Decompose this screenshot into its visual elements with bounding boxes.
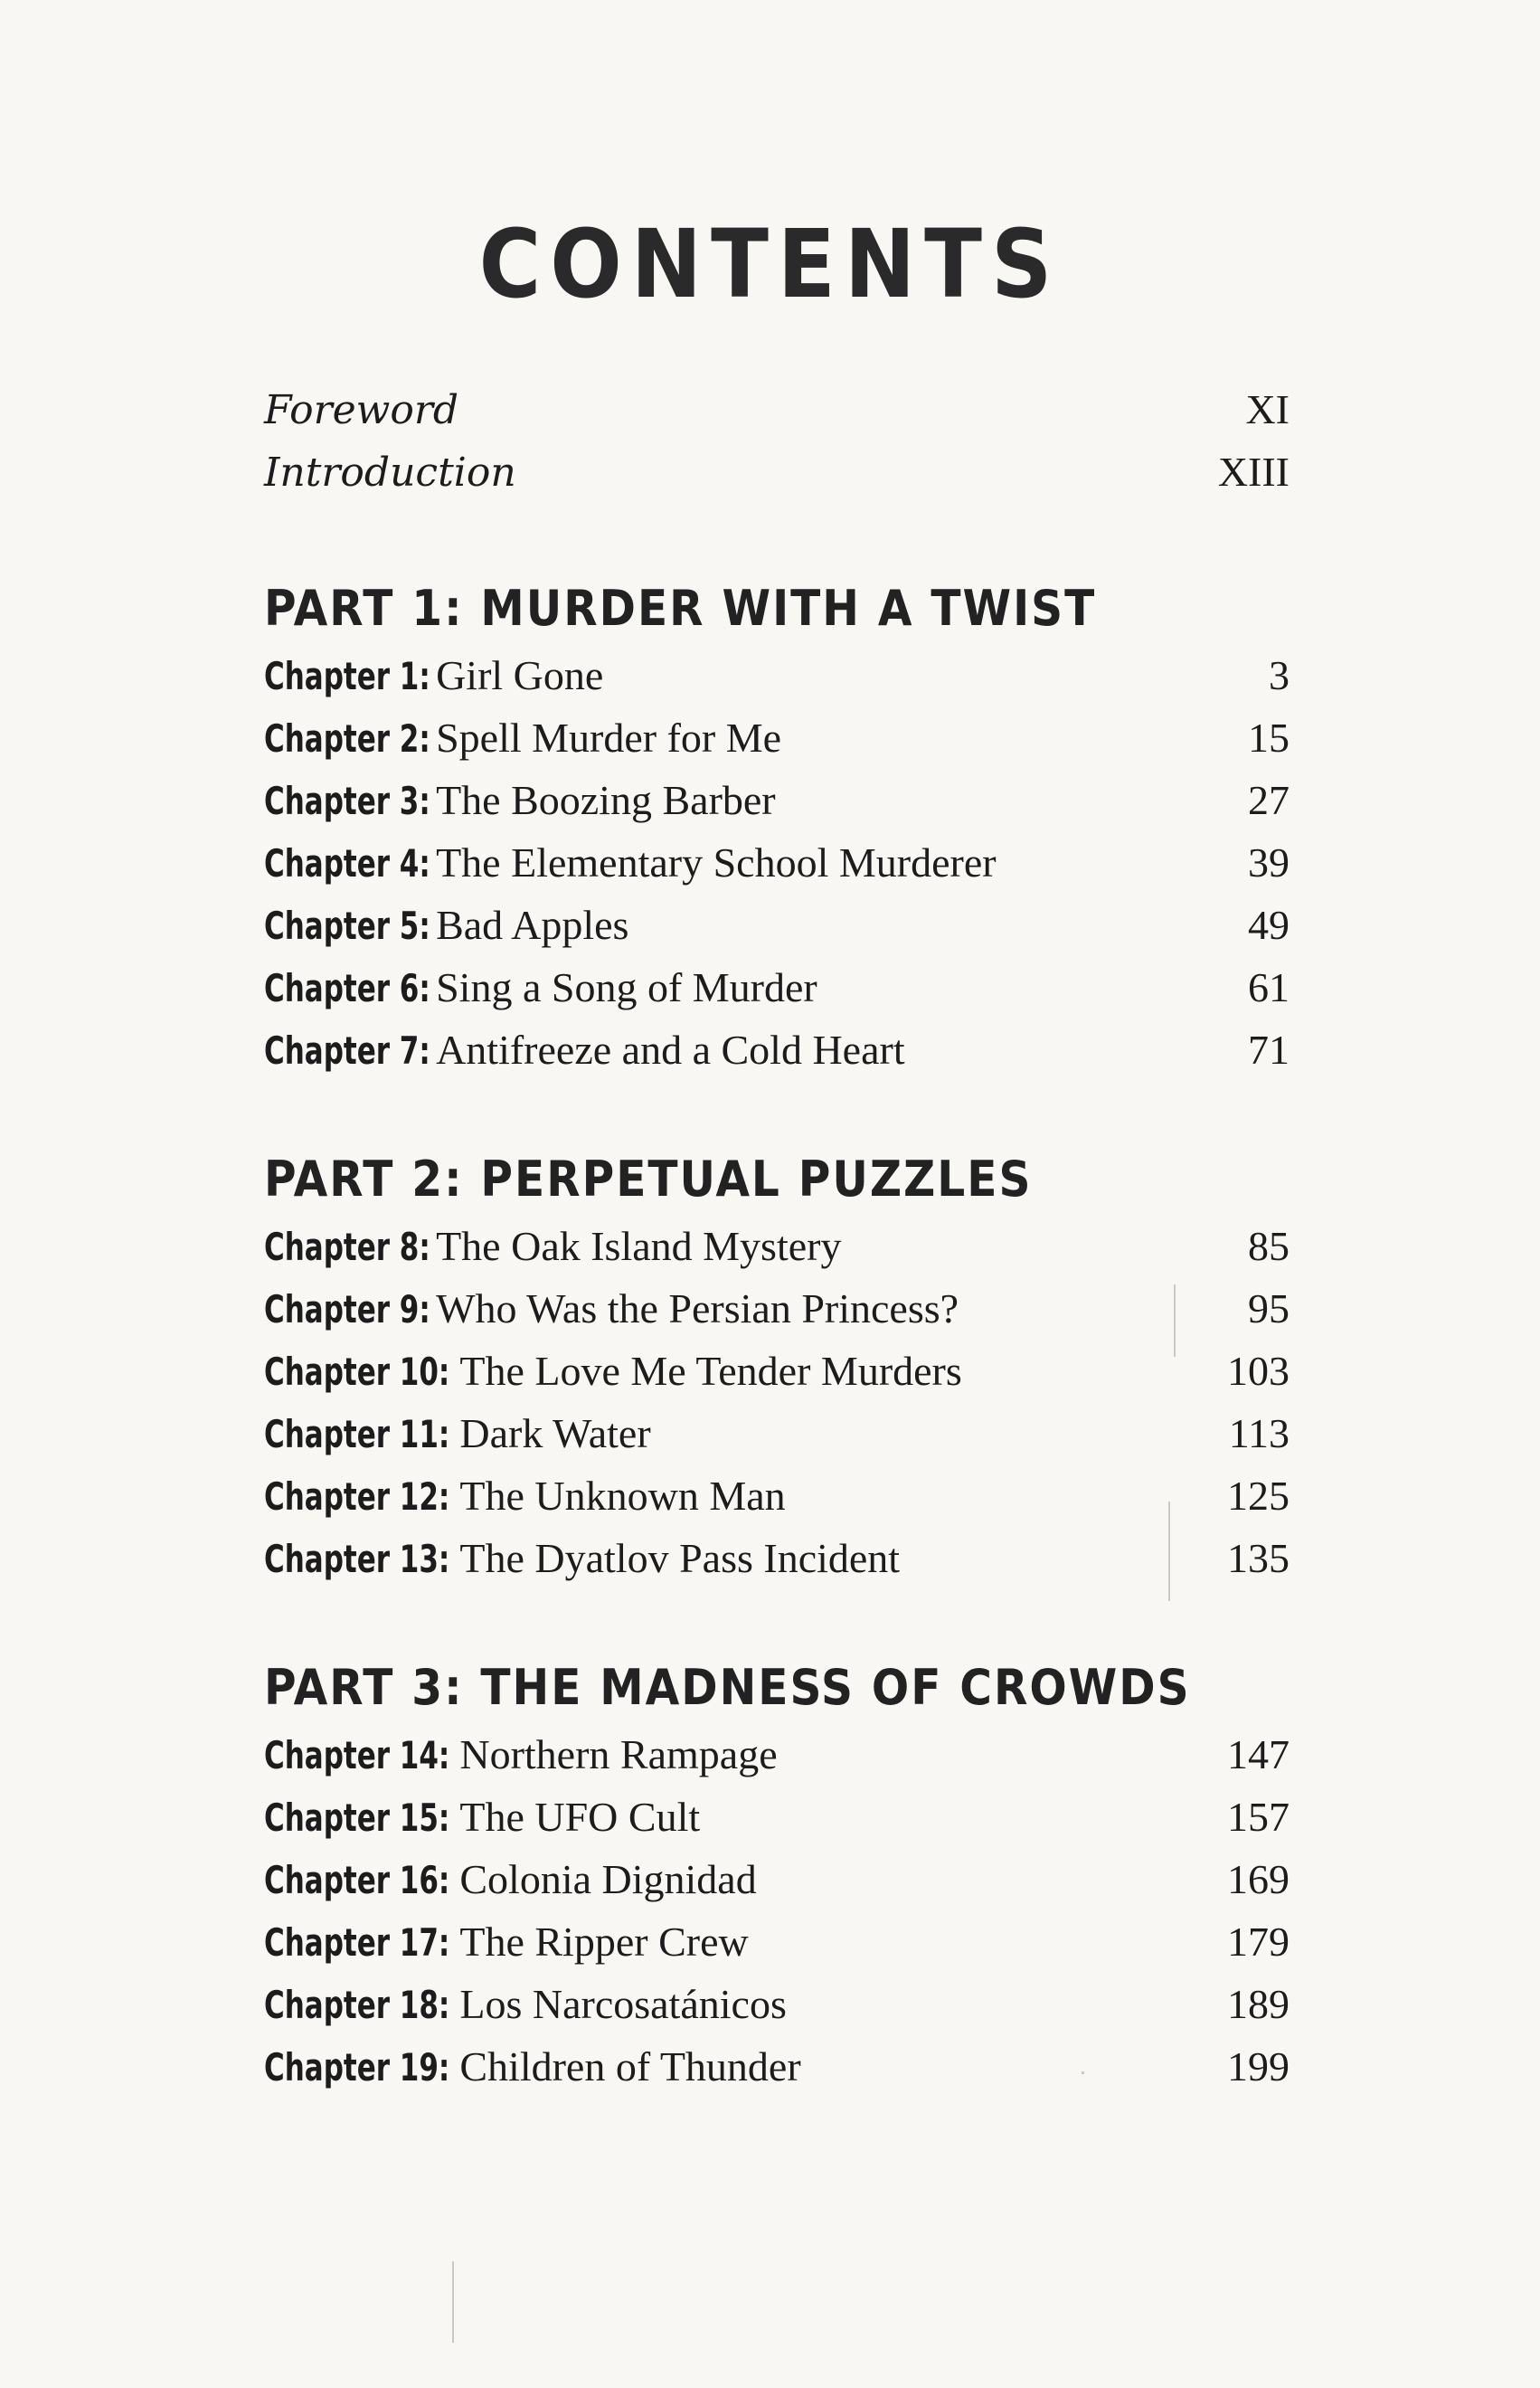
chapter-page-number: 179: [1227, 1919, 1290, 1965]
chapter-entry: [264, 1464, 1290, 1527]
chapter-page-number: 39: [1248, 839, 1290, 886]
chapter-number: Chapter 6:: [264, 966, 430, 1010]
chapter-title: The Love Me Tender Murders: [459, 1348, 962, 1394]
chapter-number: Chapter 7:: [264, 1028, 430, 1073]
chapter-entry: [264, 1527, 1290, 1589]
part-heading: PART 2: PERPETUAL PUZZLES: [264, 1151, 1033, 1208]
chapter-entry: [264, 1848, 1290, 1910]
chapter-title: The Oak Island Mystery: [436, 1223, 842, 1269]
chapter-page-number: 103: [1227, 1348, 1290, 1394]
chapter-number: Chapter 17:: [264, 1920, 450, 1965]
chapter-page-number: 135: [1227, 1535, 1290, 1581]
entry-page-number: XIII: [1217, 449, 1290, 495]
chapter-title: Girl Gone: [436, 652, 604, 698]
chapter-entry: [264, 706, 1290, 769]
chapter-number: Chapter 12:: [264, 1474, 450, 1519]
chapter-title: Spell Murder for Me: [436, 715, 782, 761]
chapter-entry: [264, 956, 1290, 1019]
chapter-page-number: 125: [1227, 1473, 1290, 1519]
chapter-title: Antifreeze and a Cold Heart: [436, 1027, 905, 1073]
chapter-number: Chapter 11:: [264, 1412, 450, 1456]
chapter-page-number: 85: [1248, 1223, 1290, 1269]
entry-page-number: XI: [1245, 386, 1290, 432]
chapter-page-number: 3: [1269, 652, 1290, 698]
part-heading: PART 3: THE MADNESS OF CROWDS: [264, 1659, 1191, 1716]
chapter-page-number: 147: [1227, 1731, 1290, 1777]
chapter-title: The Dyatlov Pass Incident: [459, 1535, 901, 1581]
chapter-title: Colonia Dignidad: [459, 1856, 757, 1902]
chapter-entry: [264, 1277, 1290, 1340]
chapter-page-number: 169: [1227, 1856, 1290, 1902]
chapter-title: The Elementary School Murderer: [436, 839, 997, 886]
chapter-page-number: 199: [1227, 2043, 1290, 2090]
chapter-number: Chapter 10:: [264, 1350, 450, 1394]
scan-mark: [1174, 1284, 1176, 1357]
part-heading: PART 1: MURDER WITH A TWIST: [264, 580, 1097, 637]
chapter-number: Chapter 14:: [264, 1733, 450, 1777]
chapter-number: Chapter 8:: [264, 1225, 430, 1269]
chapter-entry: [264, 831, 1290, 894]
scan-mark: [452, 2261, 454, 2343]
chapter-entry: [264, 1215, 1290, 1277]
chapter-title: The UFO Cult: [459, 1794, 701, 1840]
chapter-entry: [264, 1340, 1290, 1402]
chapter-title: Who Was the Persian Princess?: [436, 1285, 959, 1331]
chapter-title: The Ripper Crew: [459, 1919, 749, 1965]
table-of-contents: [264, 378, 1290, 2098]
chapter-page-number: 27: [1248, 777, 1290, 823]
entry-label: Introduction: [264, 450, 516, 496]
chapter-title: The Unknown Man: [459, 1473, 786, 1519]
chapter-entry: [264, 1019, 1290, 1081]
chapter-entry: [264, 1723, 1290, 1786]
scan-mark: [1168, 1502, 1170, 1601]
chapter-number: Chapter 19:: [264, 2045, 450, 2090]
chapter-entry: [264, 1973, 1290, 2035]
chapter-entry: [264, 2035, 1290, 2098]
toc-entry-introduction: [264, 441, 1290, 503]
chapter-title: Children of Thunder: [459, 2043, 801, 2090]
chapter-number: Chapter 9:: [264, 1287, 430, 1331]
chapter-title: Dark Water: [459, 1410, 651, 1456]
chapter-entry: [264, 1910, 1290, 1973]
scan-mark: [1082, 2071, 1084, 2074]
chapter-entry: [264, 644, 1290, 706]
chapter-page-number: 189: [1227, 1981, 1290, 2027]
chapter-title: The Boozing Barber: [436, 777, 776, 823]
chapter-number: Chapter 15:: [264, 1796, 450, 1840]
chapter-number: Chapter 1:: [264, 654, 430, 698]
chapter-page-number: 157: [1227, 1794, 1290, 1840]
toc-entry-foreword: [264, 378, 1290, 441]
chapter-page-number: 71: [1248, 1027, 1290, 1073]
chapter-number: Chapter 18:: [264, 1983, 450, 2027]
chapter-number: Chapter 2:: [264, 716, 430, 761]
entry-label: Foreword: [264, 387, 459, 433]
chapter-number: Chapter 3:: [264, 779, 430, 823]
page-title: CONTENTS: [478, 209, 1062, 319]
chapter-page-number: 15: [1248, 715, 1290, 761]
chapter-number: Chapter 4:: [264, 841, 430, 886]
chapter-page-number: 61: [1248, 964, 1290, 1010]
chapter-number: Chapter 16:: [264, 1858, 450, 1902]
chapter-number: Chapter 5:: [264, 904, 430, 948]
chapter-page-number: 113: [1228, 1410, 1290, 1456]
chapter-number: Chapter 13:: [264, 1537, 450, 1581]
chapter-page-number: 95: [1248, 1285, 1290, 1331]
chapter-title: Sing a Song of Murder: [436, 964, 817, 1010]
chapter-title: Los Narcosatánicos: [459, 1981, 787, 2027]
chapter-title: Bad Apples: [436, 902, 629, 948]
chapter-title: Northern Rampage: [459, 1731, 778, 1777]
chapter-page-number: 49: [1248, 902, 1290, 948]
